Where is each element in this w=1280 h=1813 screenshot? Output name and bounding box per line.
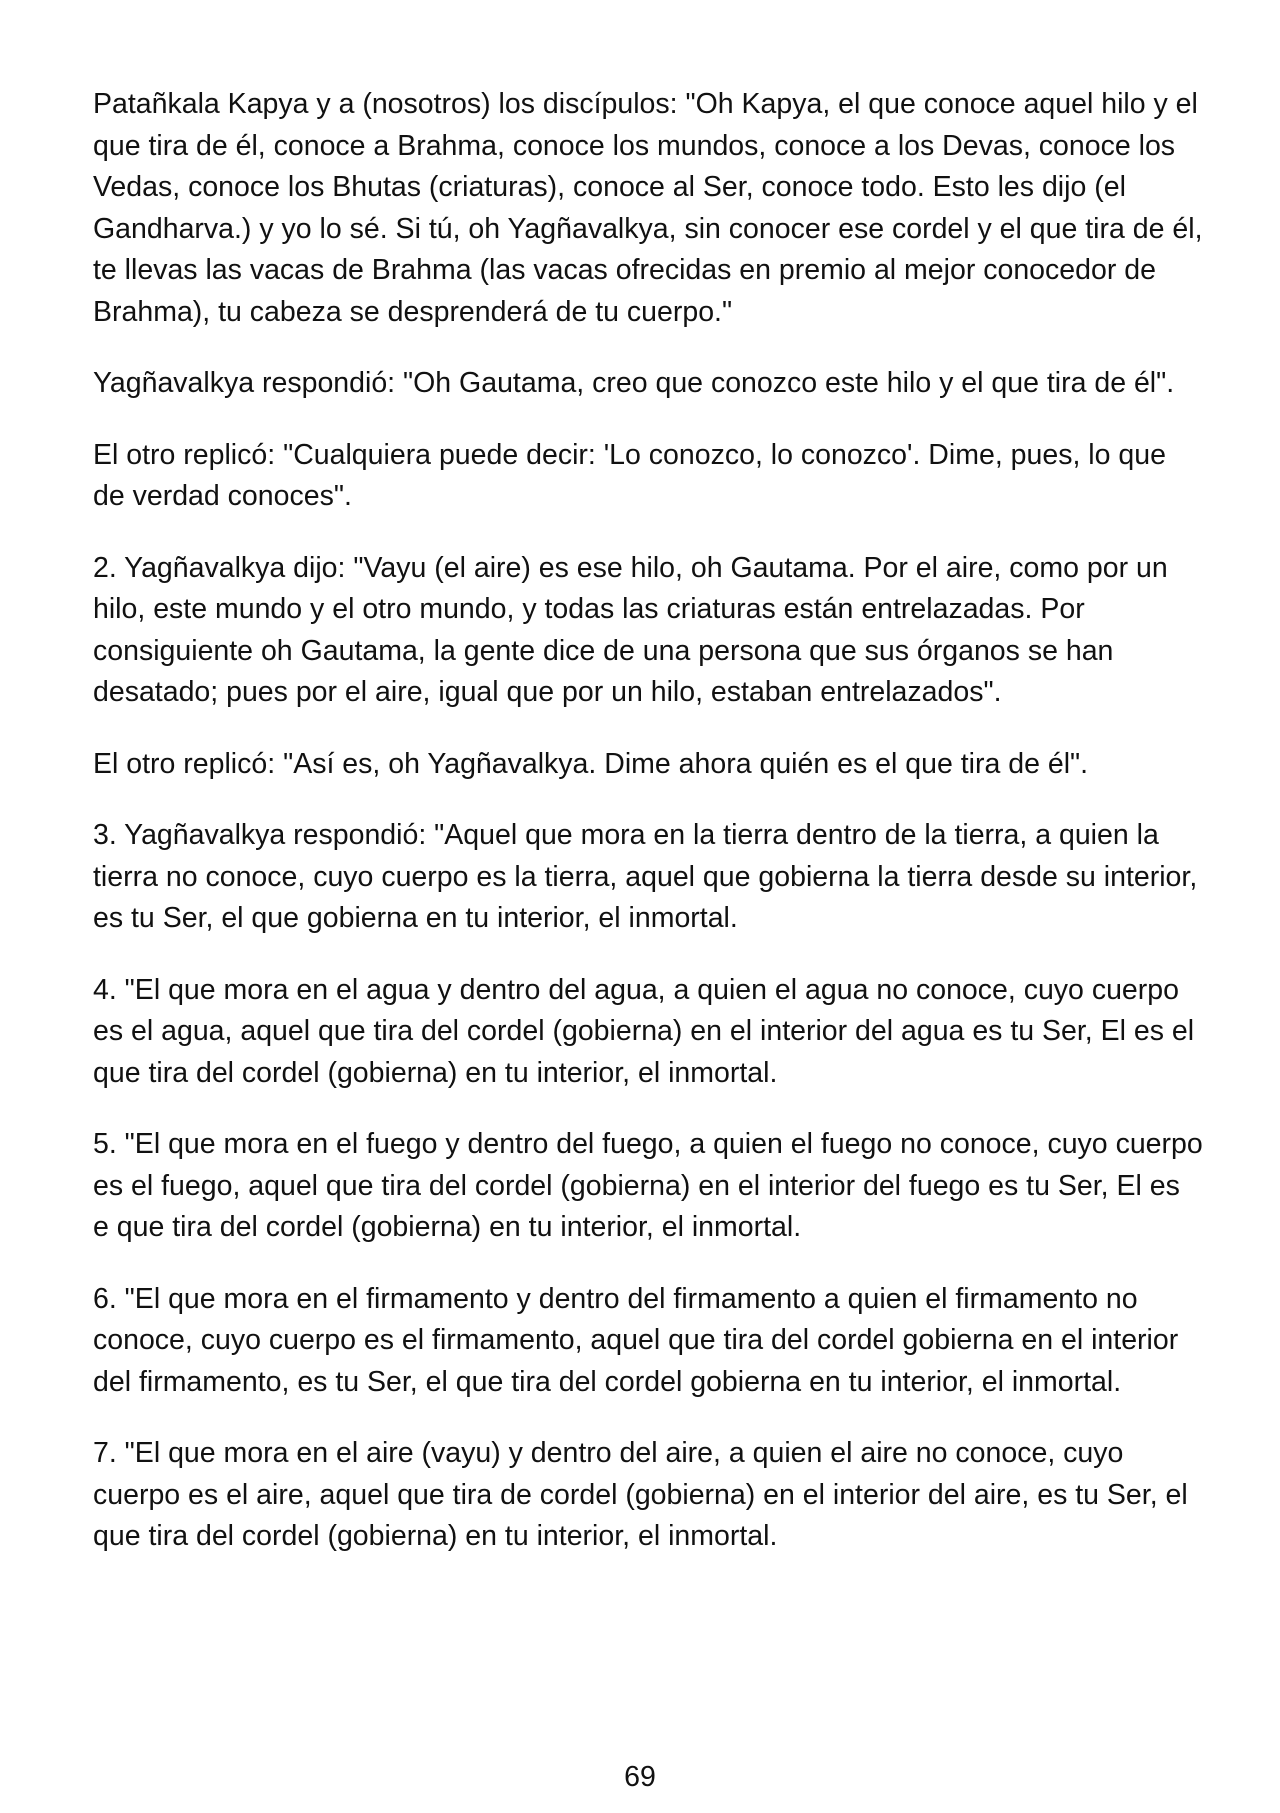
paragraph-3: El otro replicó: "Cualquiera puede decir: 'Lo conozco, lo conozco'. Dime, pues, lo que de verdad conoces". xyxy=(93,438,1166,512)
paragraph-1: Patañkala Kapya y a (nosotros) los discípulos: "Oh Kapya, el que conoce aquel hilo y el que tira de él, conoce a Brahma, conoce los mundos, conoce a los Devas, conoce los Vedas, conoce los Bhutas (criaturas), conoce al Ser, conoce todo. Esto les dijo (el Gandharva.) y yo lo sé. Si tú, oh Yagñavalkya, sin conocer ese cordel y el que tira de él, te llevas las vacas de Brahma (las vacas ofrecidas en premio al mejor conocedor de Brahma), tu cabeza se desprenderá de tu cuerpo." xyxy=(93,88,1203,328)
paragraph-5: El otro replicó: "Así es, oh Yagñavalkya. Dime ahora quién es el que tira de él". xyxy=(93,747,1089,780)
paragraph-10: 7. "El que mora en el aire (vayu) y dentro del aire, a quien el aire no conoce, cuyo cuerpo es el aire, aquel que tira de cordel (gobierna) en el interior del aire, es tu Ser, el que tira del cordel (gobierna) en tu interior, el inmortal. xyxy=(93,1437,1188,1552)
paragraph-7: 4. "El que mora en el agua y dentro del agua, a quien el agua no conoce, cuyo cuerpo es el agua, aquel que tira del cordel (gobierna) en el interior del agua es tu Ser, El es el que tira del cordel (gobierna) en tu interior, el inmortal. xyxy=(93,973,1195,1089)
paragraph-4: 2. Yagñavalkya dijo: "Vayu (el aire) es ese hilo, oh Gautama. Por el aire, como por un hilo, este mundo y el otro mundo, y todas las criaturas están entrelazadas. Por consiguiente oh Gautama, la gente dice de una persona que sus órganos se han desatado; pues por el aire, igual que por un hilo, estaban entrelazados". xyxy=(93,551,1168,708)
paragraph-6: 3. Yagñavalkya respondió: "Aquel que mora en la tierra dentro de la tierra, a quien la tierra no conoce, cuyo cuerpo es la tierra, aquel que gobierna la tierra desde su interior, es tu Ser, el que gobierna en tu interior, el inmortal. xyxy=(93,819,1198,934)
page-number: 69 xyxy=(624,1761,656,1793)
text-body xyxy=(93,84,1203,1588)
paragraph-2: Yagñavalkya respondió: "Oh Gautama, creo que conozco este hilo y el que tira de él". xyxy=(93,367,1175,399)
paragraph-8: 5. "El que mora en el fuego y dentro del fuego, a quien el fuego no conoce, cuyo cuerpo es el fuego, aquel que tira del cordel (gobierna) en el interior del fuego es tu Ser, El es e que tira del cordel (gobierna) en tu interior, el inmortal. xyxy=(93,1128,1203,1243)
paragraph-9: 6. "El que mora en el firmamento y dentro del firmamento a quien el firmamento no conoce, cuyo cuerpo es el firmamento, aquel que tira del cordel gobierna en el interior del firmamento, es tu Ser, el que tira del cordel gobierna en tu interior, el inmortal. xyxy=(93,1282,1179,1398)
